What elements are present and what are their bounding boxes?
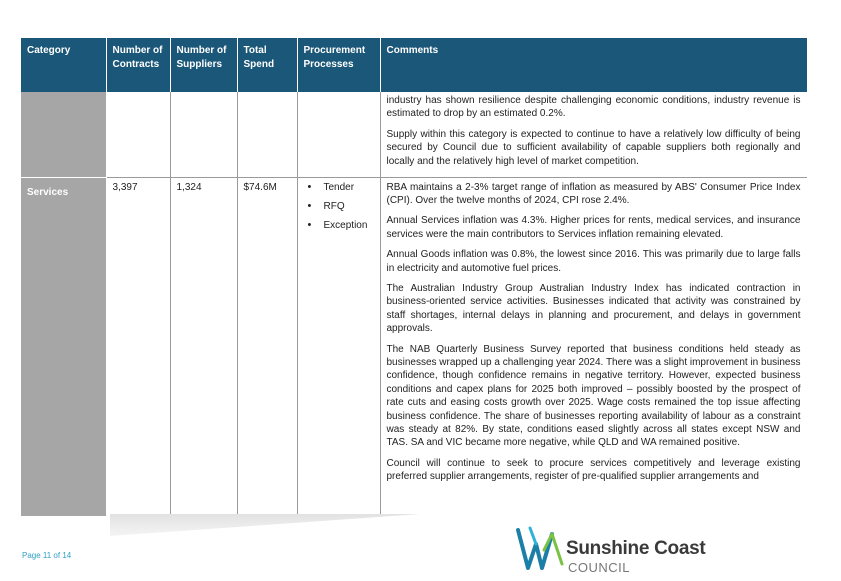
cell-spend-services: $74.6M xyxy=(237,177,297,516)
comment-paragraph: Annual Services inflation was 4.3%. Higher prices for rents, medical services, and insurance services were the main contributors to Services inflation remaining elevated. xyxy=(386,215,801,240)
comment-paragraph: Supply within this category is expected to continue to have a relatively low difficulty of being secured by Council due to sufficient availability of capable suppliers both regionally and locally and the relatively high level of market competition. xyxy=(386,128,801,167)
process-item-tender: • Tender xyxy=(324,181,374,194)
comment-paragraph: Council will continue to seek to procure services competitively and leverage existing preferred supplier arrangements, register of pre-qualified supplier arrangements and xyxy=(386,457,801,483)
table-row-services xyxy=(21,177,807,516)
council-logo xyxy=(514,524,714,576)
table-header-row xyxy=(21,38,807,92)
cell-processes-services xyxy=(297,177,380,516)
wave-logo-icon xyxy=(514,524,566,574)
cell-spend xyxy=(237,92,297,177)
header-category: Category xyxy=(21,38,106,92)
process-item-exception: • Exception xyxy=(324,219,374,232)
cell-comments-services xyxy=(380,177,807,516)
comment-paragraph: Annual Goods inflation was 0.8%, the lowest since 2016. This was primarily due to large falls in electricity and automotive fuel prices. xyxy=(386,249,801,274)
cell-comments xyxy=(380,92,807,177)
process-item-rfq: • RFQ xyxy=(324,200,374,213)
procurement-table xyxy=(21,38,807,516)
comment-paragraph: RBA maintains a 2-3% target range of inflation as measured by ABS' Consumer Price Index (CPI). Over the twelve months of 2024, CPI rose 2.4%. xyxy=(386,181,801,206)
header-comments: Comments xyxy=(380,38,807,92)
process-list xyxy=(304,181,374,232)
table-row-continued xyxy=(21,92,807,177)
comment-paragraph: industry has shown resilience despite challenging economic conditions, industry revenue is estimated to drop by an estimated 0.2%. xyxy=(386,95,801,120)
header-processes: Procurement Processes xyxy=(297,38,380,92)
header-contracts: Number of Contracts xyxy=(106,38,170,92)
page-shadow-decoration xyxy=(110,514,420,536)
cell-processes xyxy=(297,92,380,177)
comment-paragraph: The Australian Industry Group Australian Industry Index has indicated contraction in business-oriented service activities. Businesses indicated that activity was constrained by staff shortages, internal delays in planning and procurement, and delays in government approvals. xyxy=(386,282,801,335)
header-suppliers: Number of Suppliers xyxy=(170,38,237,92)
page-number: Page 11 of 14 xyxy=(22,551,72,560)
logo-name: Sunshine Coast xyxy=(566,538,706,559)
cell-suppliers xyxy=(170,92,237,177)
header-spend: Total Spend xyxy=(237,38,297,92)
cell-contracts xyxy=(106,92,170,177)
cell-category-services: Services xyxy=(21,177,106,516)
cell-category xyxy=(21,92,106,177)
comment-paragraph: The NAB Quarterly Business Survey reported that business conditions held steady as businesses wrapped up a challenging year 2024. There was a slight improvement in business confidence, though confidence remains in negative territory. However, expected business conditions and capex plans for 2025 both improved – possibly boosted by the prospect of rate cuts and easing costs growth over 2025. Wage costs remained the top issue affecting business confidence. The share of businesses reporting availability of labour as a constraint was steady at 82%. By state, conditions eased slightly across all states except NSW and TAS. SA and VIC became more negative, while QLD and WA remained positive. xyxy=(386,343,801,449)
cell-contracts-services: 3,397 xyxy=(106,177,170,516)
cell-suppliers-services: 1,324 xyxy=(170,177,237,516)
procurement-table-container xyxy=(21,38,807,516)
logo-subtitle: COUNCIL xyxy=(568,560,631,575)
